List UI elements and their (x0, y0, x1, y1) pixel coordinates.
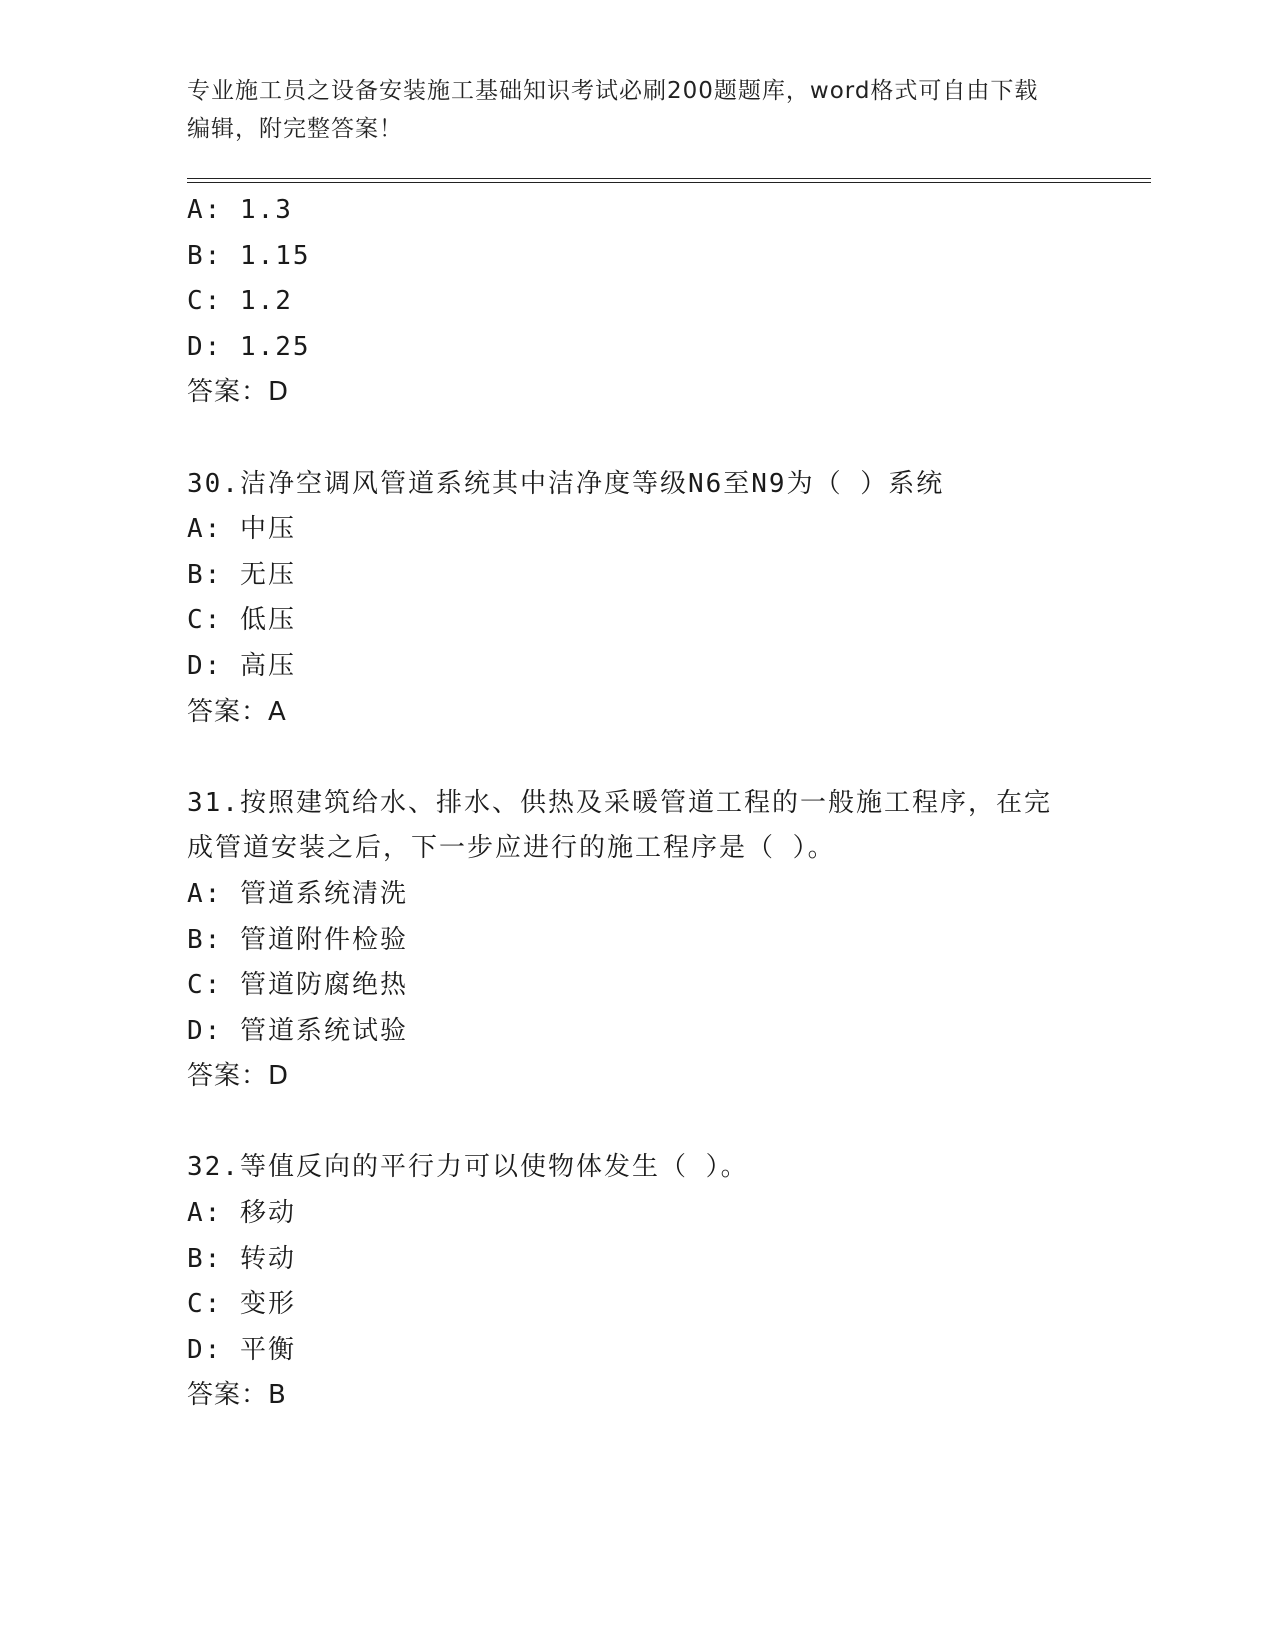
answer-line: 答案：A (187, 696, 287, 727)
option-c: C: 管道防腐绝热 (187, 970, 408, 1001)
option-a: A: 1.3 (187, 195, 293, 225)
option-a: A: 移动 (187, 1198, 296, 1229)
question-block-30 (187, 462, 1087, 736)
question-content (187, 188, 1087, 1419)
question-stem: 32.等值反向的平行力可以使物体发生（ ）。 (187, 1152, 749, 1183)
option-b: B: 1.15 (187, 240, 311, 271)
option-a: A: 中压 (187, 514, 296, 545)
option-a: A: 管道系统清洗 (187, 878, 408, 909)
option-d: D: 高压 (187, 650, 296, 681)
question-block-32 (187, 1145, 1087, 1419)
question-block-31 (187, 781, 1087, 1100)
option-c: C: 变形 (187, 1289, 296, 1320)
document-header (187, 72, 1087, 148)
question-stem: 31.按照建筑给水、排水、供热及采暖管道工程的一般施工程序，在完 (187, 787, 1052, 818)
spacer (187, 735, 1087, 781)
question-stem-continued: 成管道安装之后，下一步应进行的施工程序是（ ）。 (187, 833, 836, 864)
header-line-2: 编辑，附完整答案！ (187, 116, 403, 142)
header-line-1: 专业施工员之设备安装施工基础知识考试必刷200题题库，word格式可自由下载 (187, 78, 1039, 104)
question-stem: 30.洁净空调风管道系统其中洁净度等级N6至N9为（ ）系统 (187, 468, 945, 499)
answer-line: 答案：D (187, 377, 290, 408)
option-c: C: 低压 (187, 605, 296, 636)
option-b: B: 管道附件检验 (187, 924, 408, 955)
option-b: B: 无压 (187, 559, 296, 590)
option-c: C: 1.2 (187, 286, 293, 317)
option-d: D: 管道系统试验 (187, 1015, 408, 1046)
spacer (187, 416, 1087, 462)
option-b: B: 转动 (187, 1243, 296, 1274)
question-block-29 (187, 188, 1087, 416)
option-d: D: 平衡 (187, 1334, 296, 1365)
answer-line: 答案：B (187, 1380, 287, 1411)
option-d: D: 1.25 (187, 331, 311, 362)
spacer (187, 1100, 1087, 1146)
answer-line: 答案：D (187, 1061, 290, 1092)
header-divider (187, 178, 1151, 183)
